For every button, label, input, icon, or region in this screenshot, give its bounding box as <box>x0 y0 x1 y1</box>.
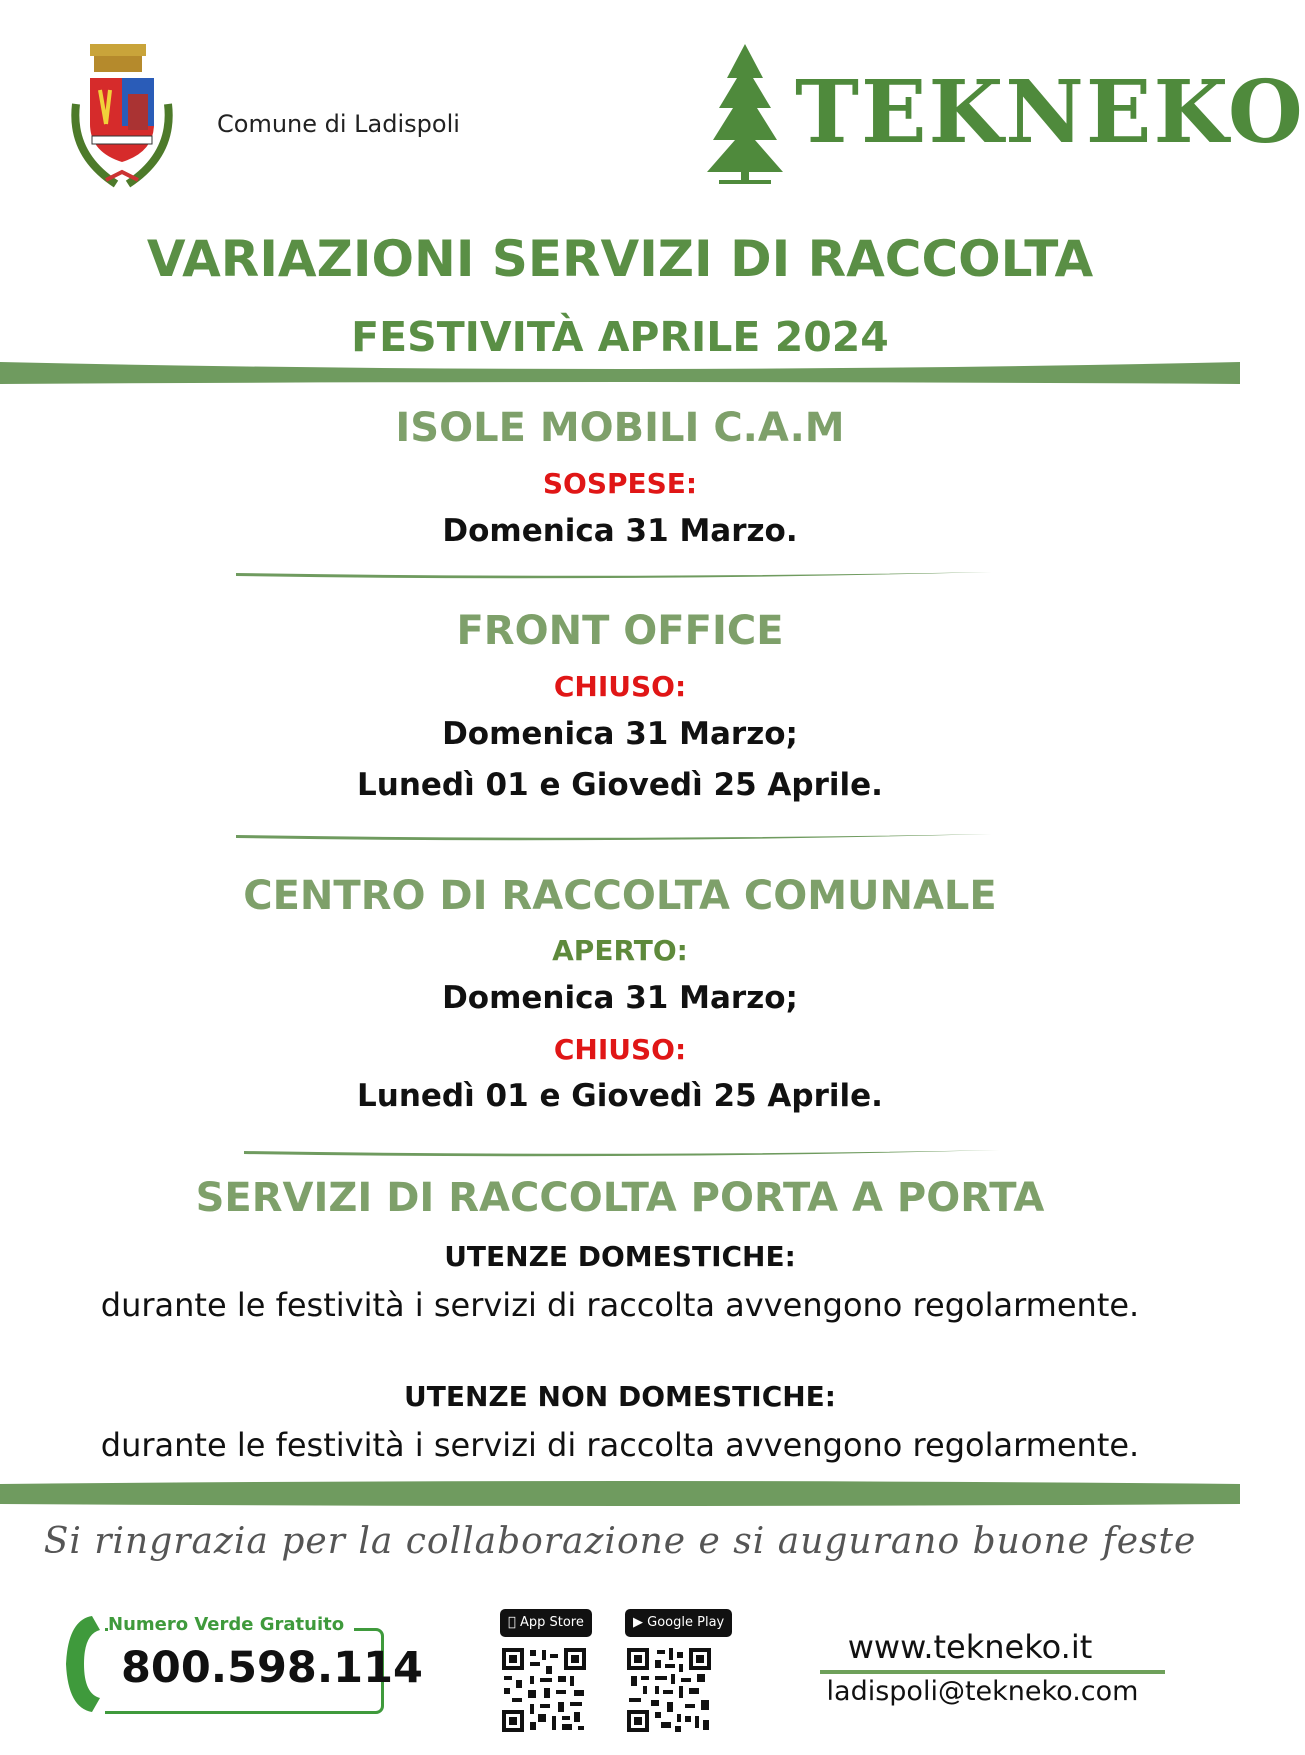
utenze-domestiche-label: UTENZE DOMESTICHE: <box>444 1240 796 1273</box>
google-play-label: Google Play <box>647 1615 725 1630</box>
status-chiuso-centro: CHIUSO: <box>553 1033 687 1066</box>
page-title: VARIAZIONI SERVIZI DI RACCOLTA <box>146 230 1094 288</box>
bottom-divider-band <box>0 1478 1240 1508</box>
section-divider <box>236 570 992 580</box>
section-divider <box>236 832 992 842</box>
top-divider-band <box>0 358 1240 388</box>
email-link[interactable]: ladispoli@tekneko.com <box>826 1676 1139 1707</box>
section-divider <box>244 1148 1000 1158</box>
status-chiuso-front-office: CHIUSO: <box>553 670 687 703</box>
website-underline <box>820 1670 1165 1674</box>
page-subtitle: FESTIVITÀ APRILE 2024 <box>351 313 889 361</box>
app-store-badge[interactable] <box>500 1609 592 1637</box>
google-play-qr-code[interactable] <box>625 1646 713 1734</box>
utenze-domestiche-text: durante le festività i servizi di raccolta avvengono regolarmente. <box>100 1286 1140 1324</box>
app-store-label: App Store <box>508 1615 572 1630</box>
tekneko-logo: TEKNEKO <box>795 62 1305 163</box>
thanks-message: Si ringrazia per la collaborazione e si augurano buone feste <box>43 1521 1197 1562</box>
status-aperto: APERTO: <box>552 934 688 967</box>
isole-mobili-dates: Domenica 31 Marzo. <box>442 513 798 549</box>
centro-closed-dates: Lunedì 01 e Giovedì 25 Aprile. <box>357 1078 883 1114</box>
ladispoli-coat-of-arms <box>66 44 178 194</box>
tree-icon <box>705 44 785 186</box>
google-play-badge[interactable]: ▶ Google Play <box>625 1609 732 1637</box>
centro-open-dates: Domenica 31 Marzo; <box>442 980 798 1016</box>
section-heading-centro-raccolta: CENTRO DI RACCOLTA COMUNALE <box>243 873 997 919</box>
utenze-non-domestiche-text: durante le festività i servizi di raccolta avvengono regolarmente. <box>100 1426 1140 1464</box>
app-store-qr-code[interactable] <box>500 1646 588 1734</box>
municipality-name: Comune di Ladispoli <box>217 110 460 138</box>
utenze-non-domestiche-label: UTENZE NON DOMESTICHE: <box>403 1380 837 1413</box>
status-sospese: SOSPESE: <box>542 467 698 500</box>
website-link[interactable]: www.tekneko.it <box>847 1628 1093 1666</box>
section-heading-porta-a-porta: SERVIZI DI RACCOLTA PORTA A PORTA <box>195 1175 1045 1221</box>
front-office-date-1: Domenica 31 Marzo; <box>442 716 798 752</box>
toll-free-number[interactable]: 800.598.114 <box>121 1643 423 1693</box>
front-office-date-2: Lunedì 01 e Giovedì 25 Aprile. <box>357 767 883 803</box>
section-heading-isole-mobili: ISOLE MOBILI C.A.M <box>395 405 845 451</box>
phone-handset-icon <box>62 1614 104 1714</box>
toll-free-label: Numero Verde Gratuito <box>108 1614 354 1635</box>
section-heading-front-office: FRONT OFFICE <box>456 608 784 654</box>
